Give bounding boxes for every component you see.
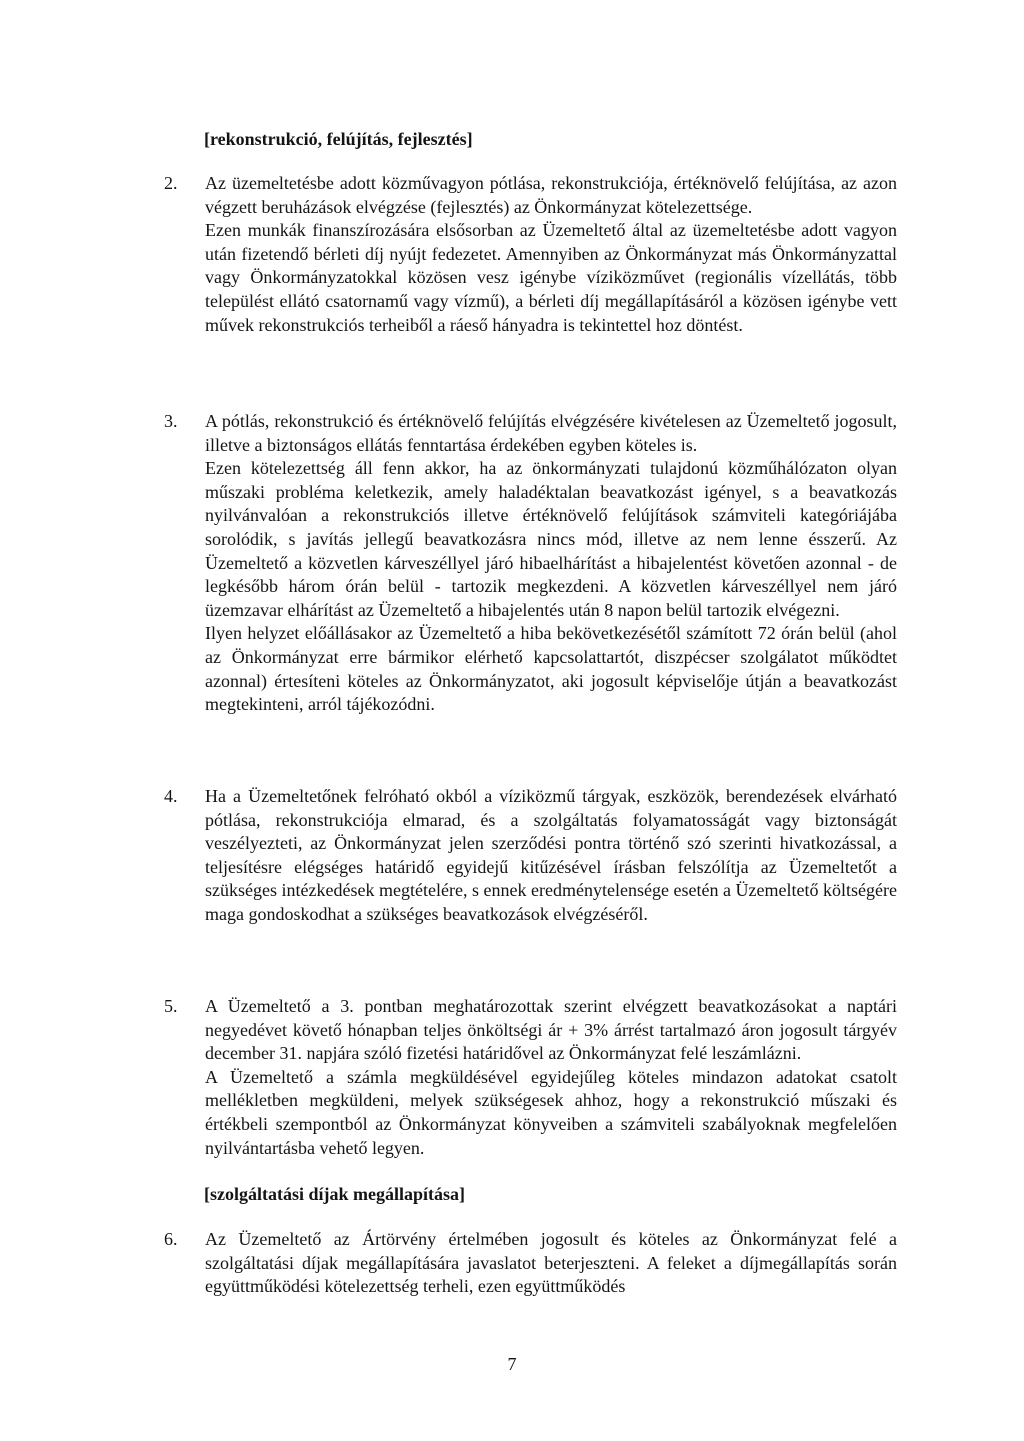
item-body — [205, 785, 897, 927]
item-number: 2. — [164, 173, 178, 193]
item-body — [205, 1228, 897, 1299]
item-body — [205, 172, 897, 337]
paragraph: Az Üzemeltető az Ártörvény értelmében jogosult és köteles az Önkormányzat felé a szolgáltatási díjak megállapítására javaslatot beterjeszteni. A feleket a díjmegállapítás során együttműködési kötelezettség terheli, ezen együttműködés — [205, 1229, 897, 1297]
page-number: 7 — [507, 1354, 517, 1374]
item-number: 6. — [164, 1229, 178, 1249]
paragraph: A Üzemeltető a 3. pontban meghatározottak szerint elvégzett beavatkozásokat a naptári negyedévet követő hónapban teljes önköltségi ár + 3% árrést tartalmazó áron jogosult tárgyév december 31. napjára szóló fizetési határidővel az Önkormányzat felé leszámlázni. — [205, 996, 897, 1064]
paragraph: Az üzemeltetésbe adott közművagyon pótlása, rekonstrukciója, értéknövelő felújítása, az azon végzett beruházások elvégzése (fejlesztés) az Önkormányzat kötelezettsége. — [205, 173, 897, 217]
item-body — [205, 410, 897, 717]
list-item-6 — [164, 1228, 897, 1299]
item-number: 5. — [164, 996, 178, 1016]
paragraph: Ha a Üzemeltetőnek felróható okból a víziközmű tárgyak, eszközök, berendezések elvárható pótlása, rekonstrukciója elmarad, és a szolgáltatás folyamatosságát vagy biztonságát veszélyezteti, az Önkormányzat jelen szerződési pontra történő szó szerinti hivatkozással, a teljesítésre elégséges határidő egyidejű kitűzésével írásban felszólítja az Üzemeltetőt a szükséges intézkedések megtételére, s ennek eredménytelensége esetén a Üzemeltető költségére maga gondoskodhat a szükséges beavatkozások elvégzéséről. — [205, 786, 897, 924]
paragraph: A Üzemeltető a számla megküldésével egyidejűleg köteles mindazon adatokat csatolt mellékletben megküldeni, melyek szükségesek ahhoz, hogy a rekonstrukció műszaki és értékbeli szempontból az Önkormányzat könyveiben a számviteli szabályoknak megfelelően nyilvántartásba vehető legyen. — [205, 1066, 897, 1158]
list-item-4 — [164, 785, 897, 927]
paragraph: Ezen kötelezettség áll fenn akkor, ha az önkormányzati tulajdonú közműhálózaton olyan műszaki probléma keletkezik, amely haladéktalan beavatkozást igényel, s a beavatkozás nyilvánvalóan a rekonstrukciós illetve értéknövelő felújítások számviteli kategóriájába sorolódik, s javítás jellegű beavatkozásra nincs mód, illetve az nem lenne ésszerű. Az Üzemeltető a közvetlen kárveszéllyel járó hibaelhárítást a hibajelentést követően azonnal - de legkésőbb három órán belül - tartozik megkezdeni. A közvetlen kárveszéllyel nem járó üzemzavar elhárítást az Üzemeltető a hibajelentés után 8 napon belül tartozik elvégezni. — [205, 458, 897, 620]
section-heading-rekonstrukcio: [rekonstrukció, felújítás, fejlesztés] — [204, 129, 473, 149]
paragraph: A pótlás, rekonstrukció és értéknövelő felújítás elvégzésére kivételesen az Üzemeltető jogosult, illetve a biztonságos ellátás fenntartása érdekében egyben köteles is. — [205, 411, 897, 455]
list-item-2 — [164, 172, 897, 337]
section-heading-szolgaltatasi: [szolgáltatási díjak megállapítása] — [204, 1184, 465, 1204]
item-body — [205, 995, 897, 1160]
paragraph: Ezen munkák finanszírozására elsősorban az Üzemeltető által az üzemeltetésbe adott vagyon után fizetendő bérleti díj nyújt fedezetet. Amennyiben az Önkormányzat más Önkormányzattal vagy Önkormányzatokkal közösen vesz igénybe víziközművet (regionális vízellátás, több települést ellátó csatornamű vagy vízmű), a bérleti díj megállapításáról a közösen igénybe vett művek rekonstrukciós terheiből a ráeső hányadra is tekintettel hoz döntést. — [205, 220, 897, 335]
list-item-5 — [164, 995, 897, 1160]
item-number: 3. — [164, 411, 178, 431]
list-item-3 — [164, 410, 897, 717]
paragraph: Ilyen helyzet előállásakor az Üzemeltető a hiba bekövetkezésétől számított 72 órán belül (ahol az Önkormányzat erre bármikor elérhető kapcsolattartót, diszpécser szolgálatot működtet azonnal) értesíteni köteles az Önkormányzatot, aki jogosult képviselője útján a beavatkozást megtekinteni, arról tájékozódni. — [205, 623, 897, 715]
item-number: 4. — [164, 786, 178, 806]
